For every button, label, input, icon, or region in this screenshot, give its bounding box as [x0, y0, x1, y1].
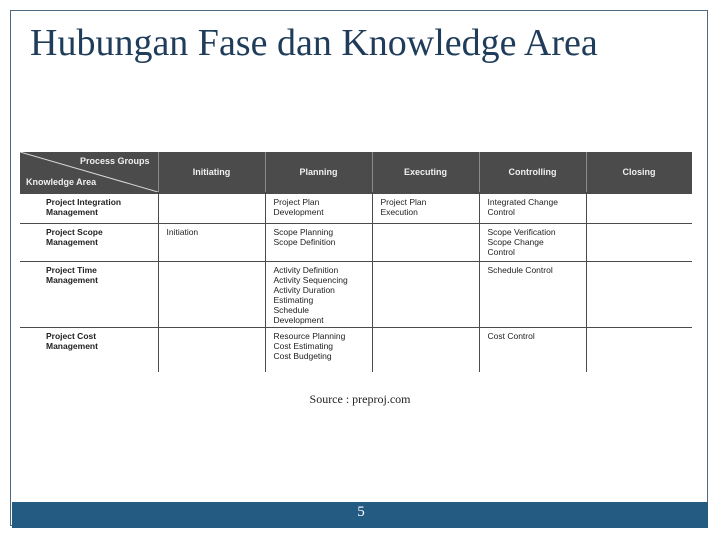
table-cell [586, 193, 692, 224]
table-cell [586, 262, 692, 328]
table-cell: Resource Planning Cost Estimating Cost Budgeting [265, 328, 372, 373]
table-row [20, 193, 692, 224]
column-header-controlling: Controlling [479, 152, 586, 193]
table-cell: Integrated Change Control [479, 193, 586, 224]
table-cell: Scope Verification Scope Change Control [479, 224, 586, 262]
table-cell: Scope Planning Scope Definition [265, 224, 372, 262]
knowledge-area-cost: Project Cost Management [20, 328, 158, 373]
knowledge-area-scope: Project Scope Management [20, 224, 158, 262]
process-groups-table-image [20, 152, 692, 372]
table-cell: Cost Control [479, 328, 586, 373]
process-groups-label: Process Groups [79, 156, 150, 166]
process-groups-table [20, 152, 692, 372]
column-header-executing: Executing [372, 152, 479, 193]
column-header-planning: Planning [265, 152, 372, 193]
table-cell [372, 224, 479, 262]
column-header-initiating: Initiating [158, 152, 265, 193]
table-cell [158, 262, 265, 328]
table-cell: Project Plan Execution [372, 193, 479, 224]
table-cell [158, 193, 265, 224]
knowledge-area-time: Project Time Management [20, 262, 158, 328]
table-row [20, 224, 692, 262]
knowledge-area-integration: Project Integration Management [20, 193, 158, 224]
knowledge-area-label: Knowledge Area [26, 177, 97, 187]
table-cell: Project Plan Development [265, 193, 372, 224]
table-corner-header [20, 152, 158, 193]
table-cell [158, 328, 265, 373]
table-cell: Activity Definition Activity Sequencing Activity Duration Estimating Schedule Development [265, 262, 372, 328]
table-cell: Schedule Control [479, 262, 586, 328]
source-caption: Source : preproj.com [309, 392, 411, 406]
table-cell [372, 262, 479, 328]
table-row [20, 262, 692, 328]
slide-title: Hubungan Fase dan Knowledge Area [30, 22, 598, 64]
table-cell: Initiation [158, 224, 265, 262]
table-row [20, 328, 692, 373]
table-cell [586, 224, 692, 262]
column-header-closing: Closing [586, 152, 692, 193]
page-number: 5 [352, 504, 370, 521]
table-cell [586, 328, 692, 373]
table-cell [372, 328, 479, 373]
